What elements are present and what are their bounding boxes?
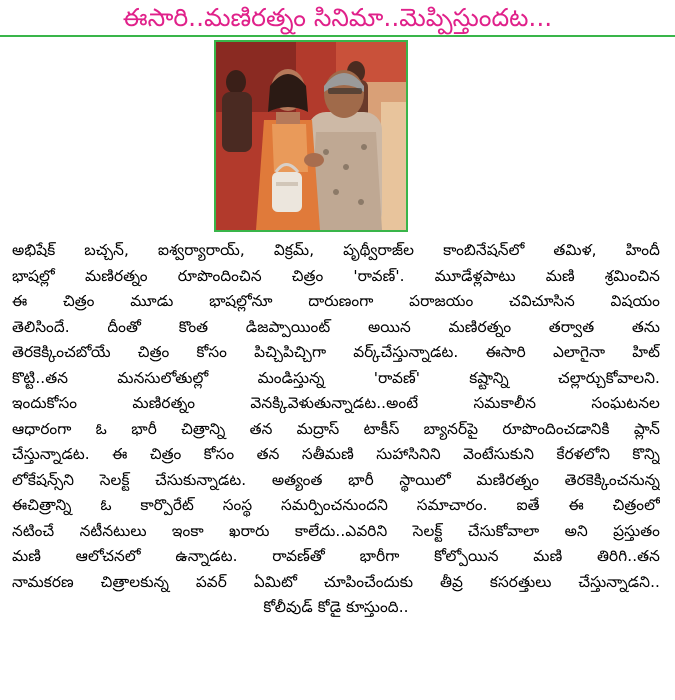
article-line: భాషల్లో మణిరత్నం రూపొందించిన చిత్రం 'రావణ్'. మూడేళ్లపాటు మణి శ్రమించిన [12, 266, 660, 285]
article-line: ఈచిత్రాన్ని ఓ కార్పొరేట్ సంస్థ సమర్పించనుందని సమాచారం. ఐతే ఈ చిత్రంలో [12, 496, 660, 514]
article-line: అభిషేక్ బచ్చన్, ఐశ్వర్యారాయ్, విక్రమ్, పృథ్వీరాజ్‌ల కాంబినేషన్‌లో తమిళ, హిందీ [12, 241, 660, 259]
article-headline: ఈసారి..మణిరత్నం సినిమా..మెప్పిస్తుందట... [122, 3, 553, 32]
photo-of-couple-illustration [216, 42, 406, 230]
article-line: చేస్తున్నాడట. ఈ చిత్రం కోసం తన సతీమణి సుహాసినిని వెంటేసుకుని కేరళలోని కొన్ని [12, 445, 660, 463]
headline-divider [0, 35, 675, 37]
article-line: కొట్టి..తన మనసులోతుల్లో మండిస్తున్న 'రావణ్' కష్టాన్ని చల్లార్చుకోవాలని. [12, 368, 660, 387]
article-line: లోకేషన్స్‌ని సెలక్ట్ చేసుకున్నాడట. అత్యంత భారీ స్థాయిలో మణిరత్నం తెరకెక్కించనున్న [12, 470, 660, 489]
article-line: మణి ఆలోచనలో ఉన్నాడట. రావణ్‌తో భారీగా కోల్పోయిన మణి తిరిగి..తన [12, 547, 660, 565]
article-line: ఆధారంగా ఓ భారీ చిత్రాన్ని తన మద్రాస్ టాకీస్ బ్యానర్‌పై రూపొందించడానికి ప్లాన్ [12, 419, 660, 438]
article-line: ఈ చిత్రం మూడు భాషల్లోనూ దారుణంగా పరాజయం చవిచూసిన విషయం [12, 292, 660, 310]
article-line: తెలిసిందే. దీంతో కొంత డిజప్పాయింట్ అయిన మణిరత్నం తర్వాత తను [12, 317, 660, 336]
article-line: ఇందుకోసం మణిరత్నం వెనక్కివెళుతున్నాడట..అంటే సమకాలీన సంఘటనల [12, 394, 660, 412]
article-body [12, 238, 660, 621]
article-line: నామకరణ చిత్రాలకున్న పవర్ ఏమిటో చూపించేందుకు తీవ్ర కసరత్తులు చేస్తున్నాడని.. [12, 572, 660, 591]
article-line: కోలీవుడ్ కోడై కూస్తుంది.. [263, 598, 409, 616]
article-line: నటించే నటీనటులు ఇంకా ఖరారు కాలేదు..ఎవరిని సెలక్ట్ చేసుకోవాలా అని ప్రస్తుతం [12, 521, 660, 540]
article-line: తెరకెక్కించబోయే చిత్రం కోసం పిచ్చిపిచ్చిగా వర్క్‌చేస్తున్నాడట. ఈసారి ఎలాగైనా హిట్ [12, 343, 660, 361]
article-photo [214, 40, 408, 232]
